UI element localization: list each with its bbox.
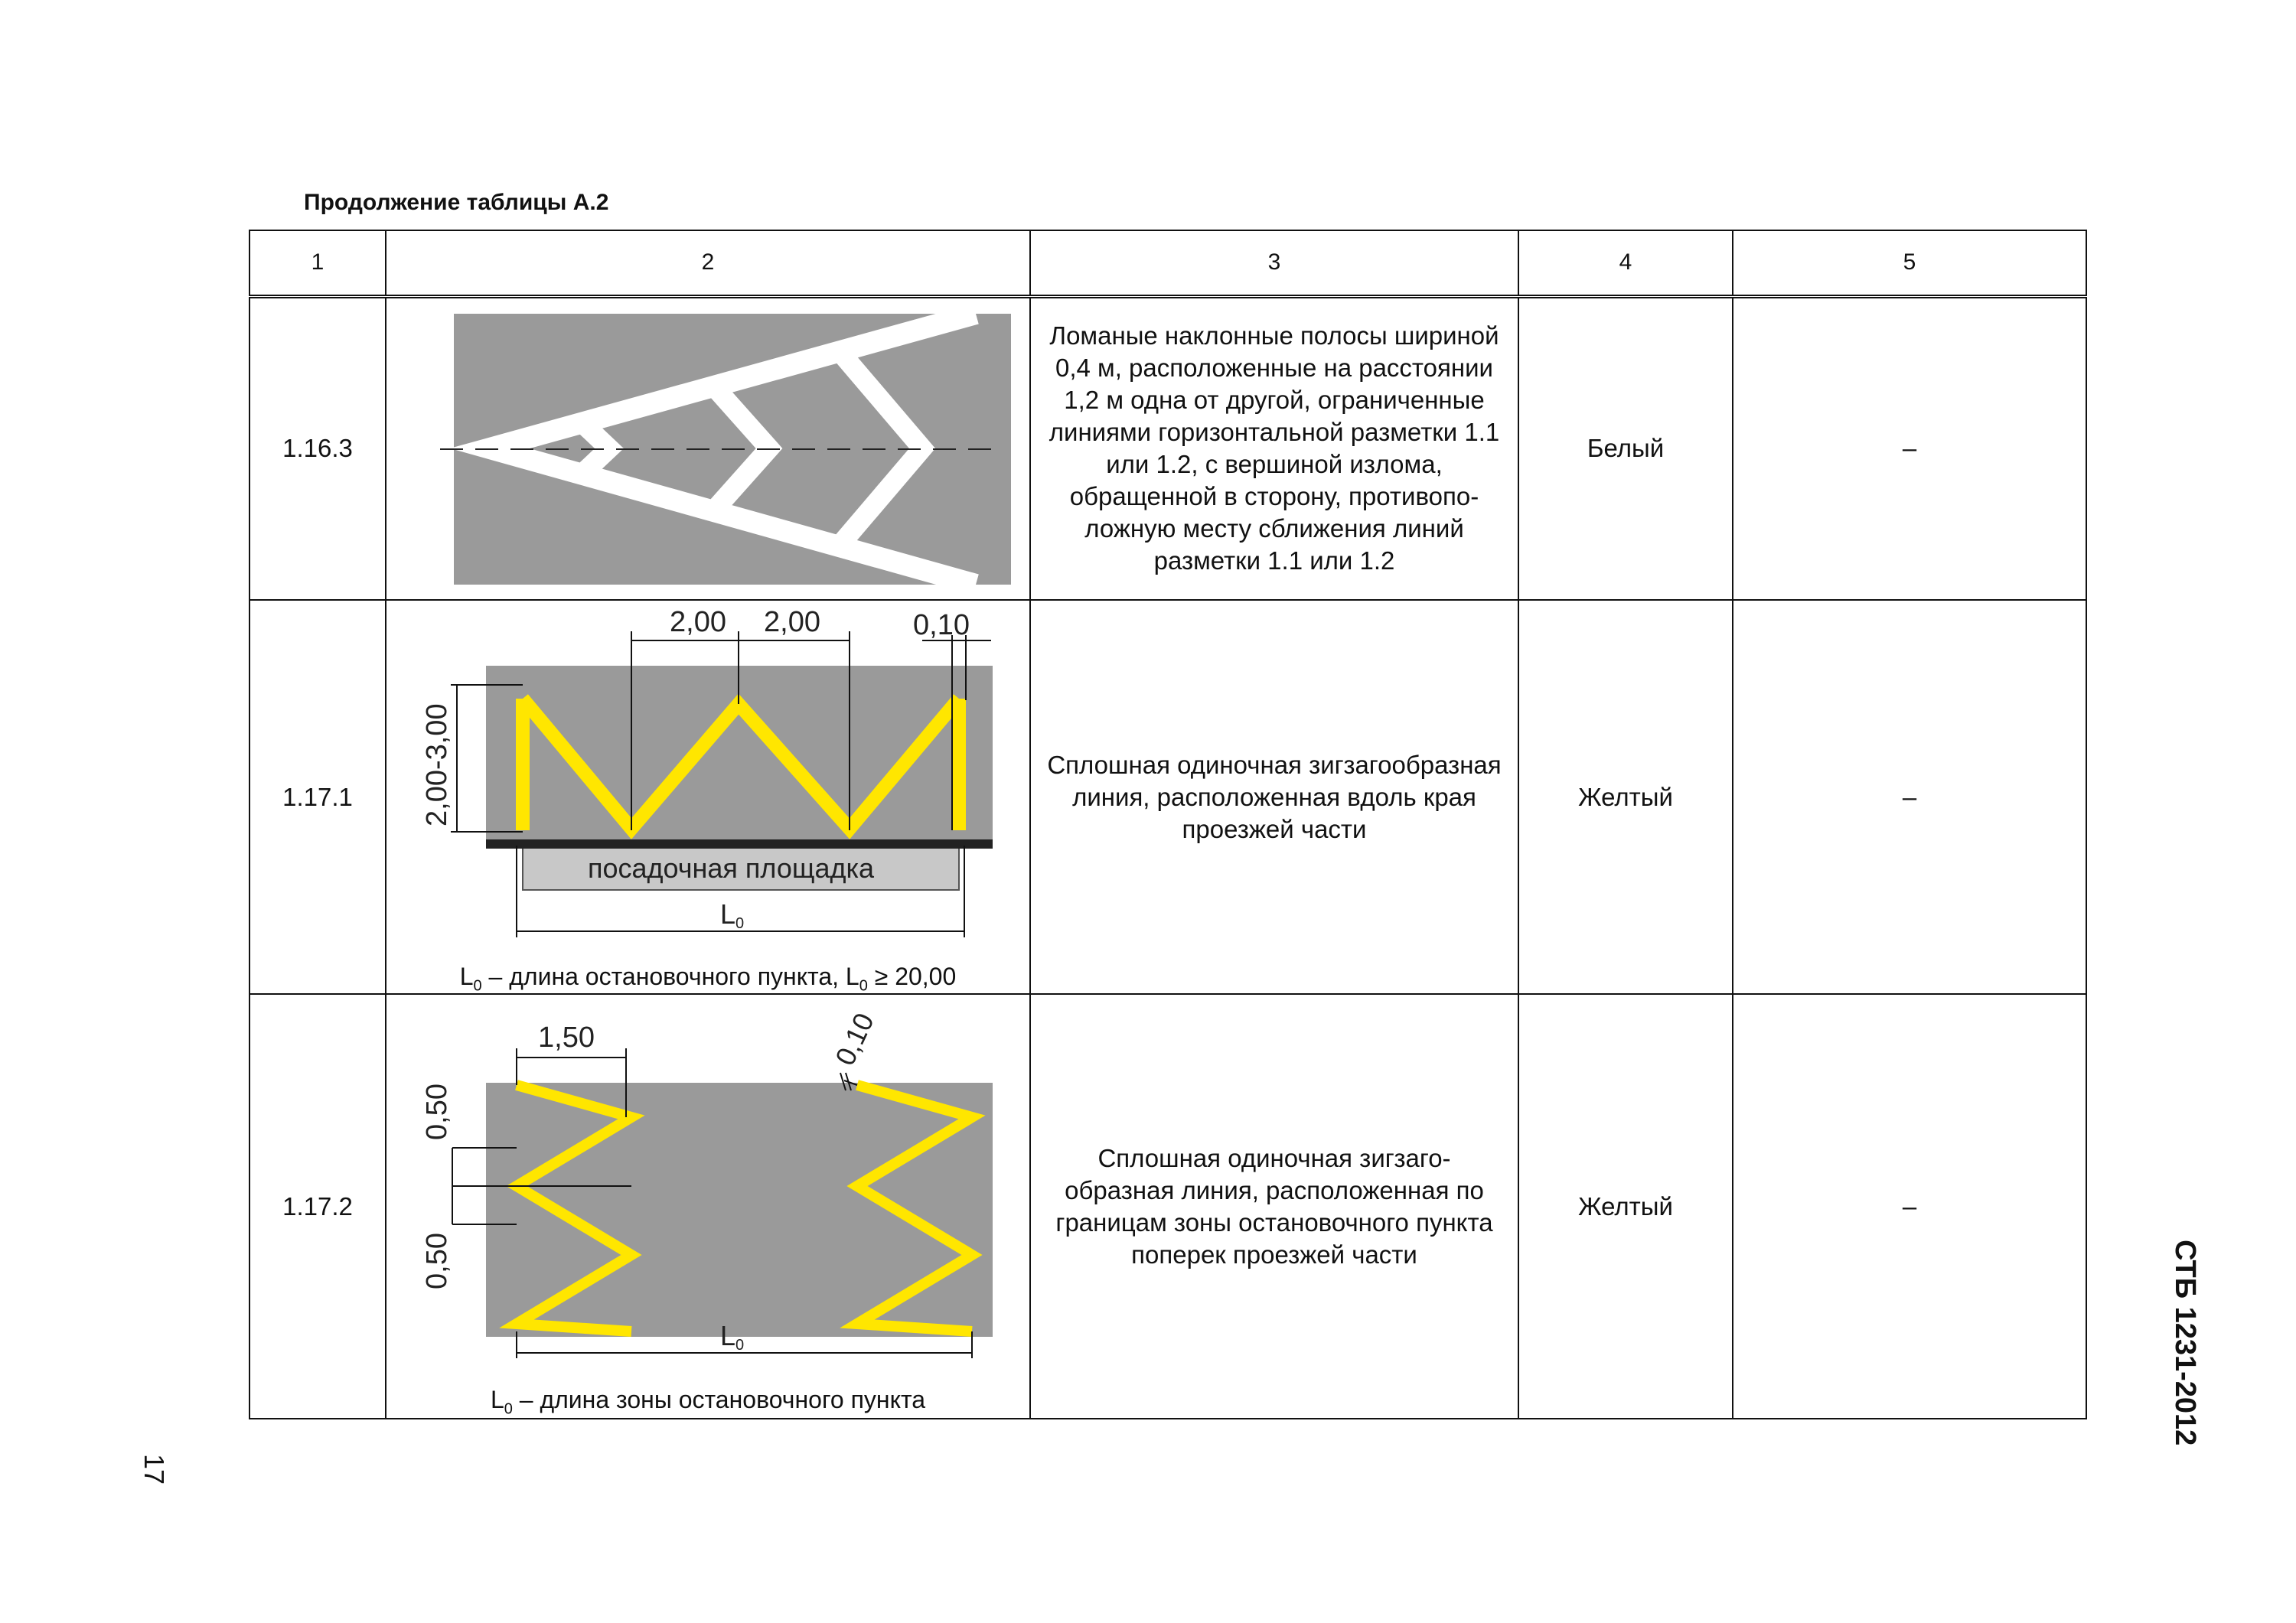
document-code: СТБ 1231-2012: [2169, 1240, 2201, 1446]
header-cell-2: 2: [386, 230, 1030, 296]
dim-segment-2: 2,00: [764, 606, 820, 638]
dim-lower: 0,50: [421, 1233, 453, 1289]
marking-description: Сплошная одиночная зигзагообразная линия, расположенная вдоль края проезжей части: [1030, 600, 1518, 994]
dim-width: 0,10: [913, 609, 970, 641]
markings-table: [249, 230, 2087, 1419]
page-number: 17: [139, 1454, 170, 1485]
dim-segment-1: 2,00: [670, 606, 726, 638]
dim-width: 0,10: [829, 1008, 880, 1071]
table-row: [249, 296, 2086, 600]
table-row: [249, 994, 2086, 1419]
header-cell-3: 3: [1030, 230, 1518, 296]
zigzag-edge-diagram: [386, 601, 1031, 995]
length-label: L0: [720, 898, 745, 932]
table-row: [249, 600, 2086, 994]
marking-color: Желтый: [1518, 600, 1733, 994]
marking-code: 1.16.3: [249, 296, 386, 600]
marking-code: 1.17.2: [249, 994, 386, 1419]
chevron-marking-diagram: [386, 298, 1031, 602]
table-caption: Продолжение таблицы А.2: [304, 190, 609, 215]
zigzag-cross-diagram: [386, 995, 1031, 1419]
marking-note: –: [1733, 296, 2086, 600]
marking-figure-1-17-2: [386, 994, 1030, 1419]
marking-color: Желтый: [1518, 994, 1733, 1419]
figure-footnote: $L_0$ – длина зоны остановочного пункта: [490, 1386, 926, 1418]
dim-height: 2,00-3,00: [421, 703, 453, 826]
marking-note: –: [1733, 600, 2086, 994]
header-cell-5: 5: [1733, 230, 2086, 296]
marking-figure-1-17-1: [386, 600, 1030, 994]
marking-description: Сплошная одиночная зигзаго-образная линия, расположенная по границам зоны остановочного пункта поперек проезжей части: [1030, 994, 1518, 1419]
marking-note: –: [1733, 994, 2086, 1419]
table-header-row: [249, 230, 2086, 296]
platform-label: посадочная площадка: [588, 852, 875, 884]
marking-description: Ломаные наклонные полосы шириной 0,4 м, расположенные на расстоянии 1,2 м одна от другой, ограниченные линиями горизонтальной разметки 1.1 или 1.2, с вершиной излома, обращенной в сторону, противопо-ложную месту сближения линий разметки 1.1 или 1.2: [1030, 296, 1518, 600]
length-label: L0: [720, 1320, 745, 1354]
marking-figure-1-16-3: [386, 296, 1030, 600]
figure-footnote: $L_0$ – длина остановочного пункта, $L_0 \ge 20,00$: [459, 963, 957, 995]
header-cell-1: 1: [249, 230, 386, 296]
dim-upper: 0,50: [421, 1084, 453, 1140]
marking-code: 1.17.1: [249, 600, 386, 994]
header-cell-4: 4: [1518, 230, 1733, 296]
dim-step: 1,50: [538, 1022, 595, 1054]
marking-color: Белый: [1518, 296, 1733, 600]
